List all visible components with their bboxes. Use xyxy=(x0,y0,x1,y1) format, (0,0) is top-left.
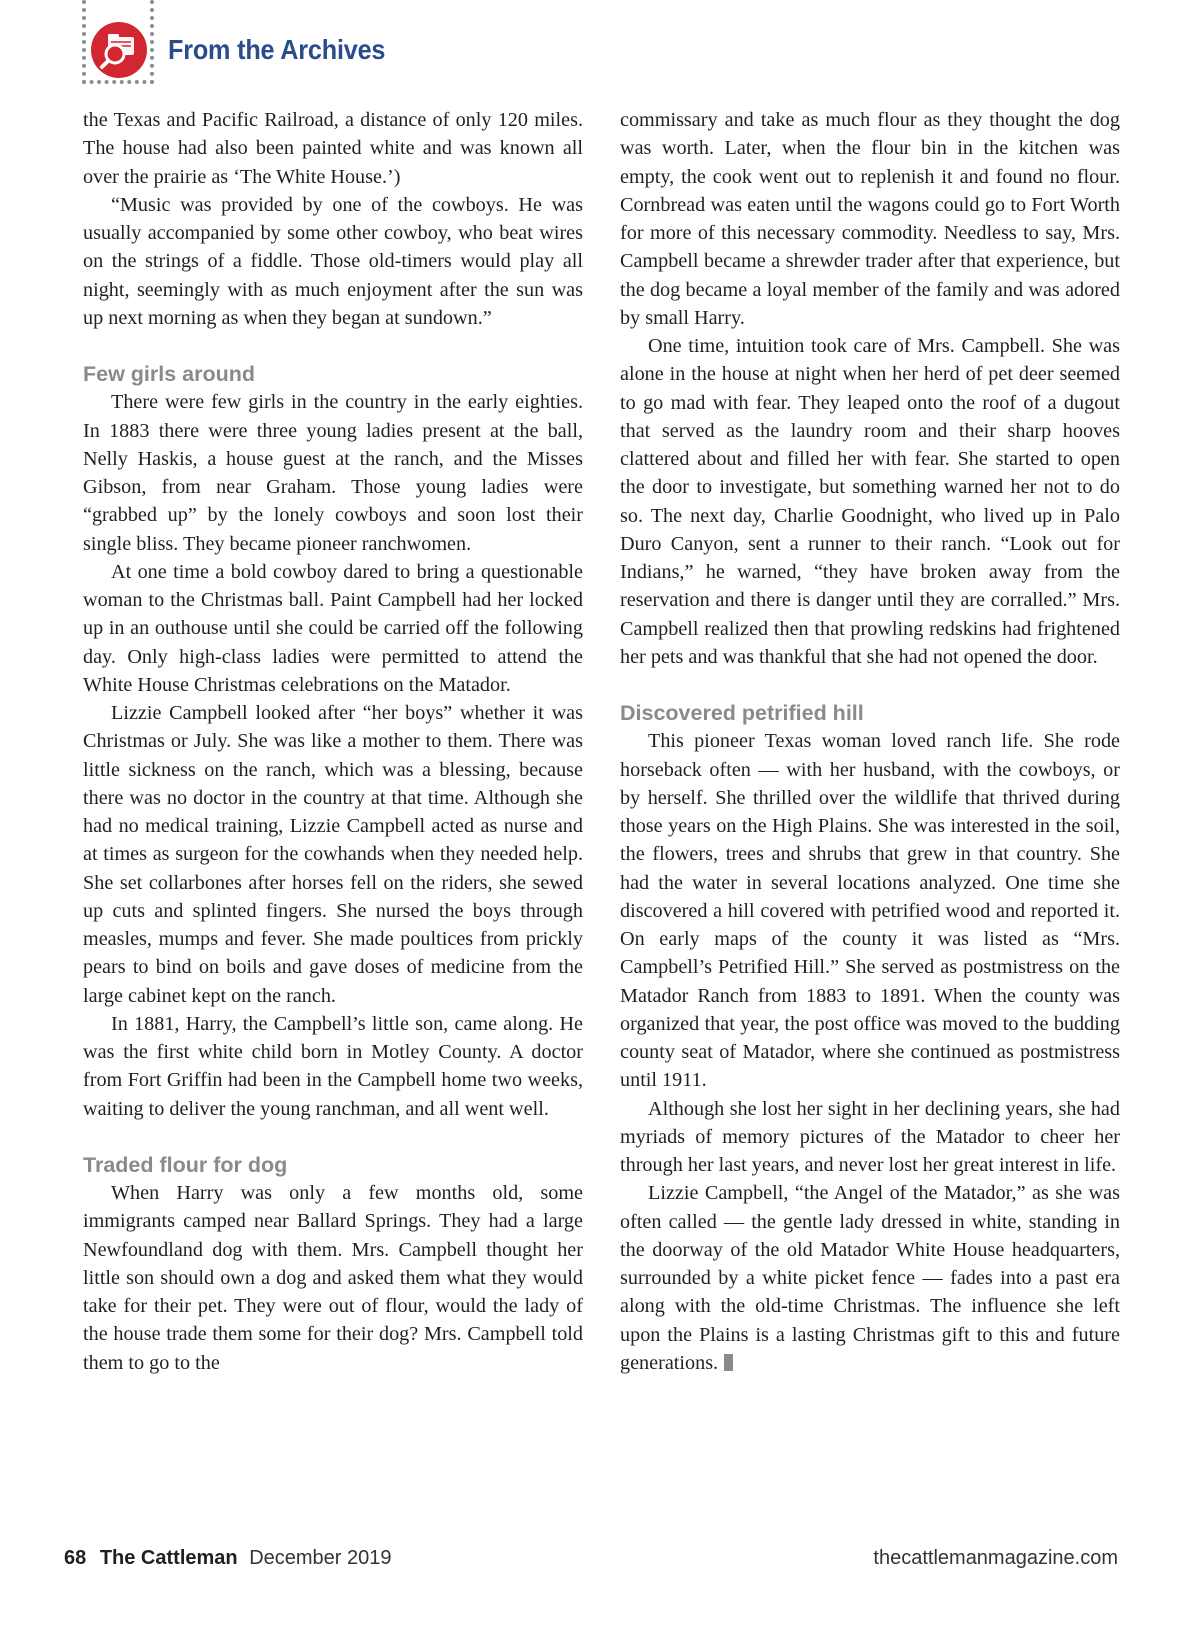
paragraph: At one time a bold cowboy dared to bring a questionable woman to the Christmas ball. Paint Campbell had her locked up in an outhouse until she could be carried off the following day. Only high-class ladies were permitted to attend the White House Christmas celebrations on the Matador. xyxy=(83,560,583,696)
issue-date: December 2019 xyxy=(249,1547,392,1569)
section-header xyxy=(82,0,582,88)
paragraph-final xyxy=(620,1179,1120,1377)
paragraph: One time, intuition took care of Mrs. Campbell. She was alone in the house at night when her herd of pet deer seemed to go mad with fear. They leaped onto the roof of a dugout that served as the laundry room and their sharp hooves clattered about and filled her with fear. She started to open the door to investigate, but something warned her not to do so. The next day, Charlie Goodnight, who lived up in Palo Duro Canyon, sent a runner to their ranch. “Look out for Indians,” he warned, “they have broken away from the reservation and there is danger until they are corralled.” Mrs. Campbell realized then that prowling redskins had frightened her pets and was thankful that she had not opened the door. xyxy=(620,335,1120,668)
paragraph: Lizzie Campbell looked after “her boys” whether it was Christmas or July. She was like a mother to them. There was little sickness on the ranch, which was a blessing, because there was no doctor in the country at that time. Although she had no medical training, Lizzie Campbell acted as nurse and at times as surgeon for the cowhands when they needed help. She set collarbones after horses fell on the riders, she sewed up cuts and splinted fingers. She nursed the boys through measles, mumps and fever. She made poultices from prickly pears to bind on boils and gave doses of medicine from the large cabinet kept on the ranch. xyxy=(83,702,583,1007)
paragraph: In 1881, Harry, the Campbell’s little son, came along. He was the first white child born in Motley County. A doctor from Fort Griffin had been in the Campbell home two weeks, waiting to deliver the young ranchman, and all went well. xyxy=(83,1012,583,1120)
paragraph: When Harry was only a few months old, some immigrants camped near Ballard Springs. They had a large Newfoundland dog with them. Mrs. Campbell thought her little son should own a dog and asked them what they would take for their pet. They were out of flour, would the lady of the house trade them some for their dog? Mrs. Campbell told them to go to the xyxy=(83,1182,583,1374)
paragraph: commissary and take as much flour as they thought the dog was worth. Later, when the flour bin in the kitchen was empty, the cook went out to replenish it and found no flour. Cornbread was eaten until the wagons could go to Fort Worth for more of this necessary commodity. Needless to say, Mrs. Campbell became a shrewder trader after that experience, but the dog became a loyal member of the family and was adored by small Harry. xyxy=(620,109,1120,329)
paragraph-text: Lizzie Campbell, “the Angel of the Matador,” as she was often called — the gentle lady dressed in white, standing in the doorway of the old Matador White House headquarters, surrounded by a white picket fence — fades into a past era along with the old-time Christmas. The influence she left upon the Plains is a lasting Christmas gift to this and future generations. xyxy=(620,1182,1120,1374)
subheading: Traded flour for dog xyxy=(83,1152,288,1177)
article-column-right xyxy=(620,106,1120,1377)
paragraph: the Texas and Pacific Railroad, a distance of only 120 miles. The house had also been painted white and was known all over the prairie as ‘The White House.’) xyxy=(83,109,583,188)
page-footer xyxy=(64,1547,1118,1577)
paragraph: Although she lost her sight in her declining years, she had myriads of memory pictures of the Matador to cheer her through her last years, and never lost her great interest in life. xyxy=(620,1097,1120,1176)
subheading: Discovered petrified hill xyxy=(620,701,864,725)
subheading: Few girls around xyxy=(83,362,256,386)
page-number: 68 xyxy=(64,1547,87,1569)
end-of-article-mark xyxy=(724,1354,733,1371)
archive-folder-magnifier-icon xyxy=(91,22,147,78)
website-url: thecattlemanmagazine.com xyxy=(873,1547,1118,1569)
magazine-name: The Cattleman xyxy=(99,1547,238,1569)
paragraph: This pioneer Texas woman loved ranch life. She rode horseback often — with her husband, with the cowboys, or by herself. She thrilled over the wildlife that thrived during those years on the High Plains. She was interested in the soil, the flowers, trees and shrubs that grew in that country. She had the water in several locations analyzed. One time she discovered a hill covered with petrified wood and reported it. On early maps of the county it was listed as “Mrs. Campbell’s Petrified Hill.” She served as postmistress on the Matador Ranch from 1883 to 1891. When the county was organized that year, the post office was moved to the budding county seat of Matador, where she continued as postmistress until 1911. xyxy=(620,730,1120,1092)
paragraph: There were few girls in the country in the early eighties. In 1883 there were three young ladies present at the ball, Nelly Haskis, a house guest at the ranch, and the Misses Gibson, from near Graham. Those young ladies were “grabbed up” by the lonely cowboys and soon lost their single bliss. They became pioneer ranchwomen. xyxy=(83,391,583,555)
article-column-left xyxy=(83,106,583,1377)
paragraph: “Music was provided by one of the cowboys. He was usually accompanied by some other cowboy, who beat wires on the strings of a fiddle. Those old-timers would play all night, seemingly with as much enjoyment after the sun was up next morning as when they began at sundown.” xyxy=(83,193,583,329)
section-title: From the Archives xyxy=(168,34,386,65)
